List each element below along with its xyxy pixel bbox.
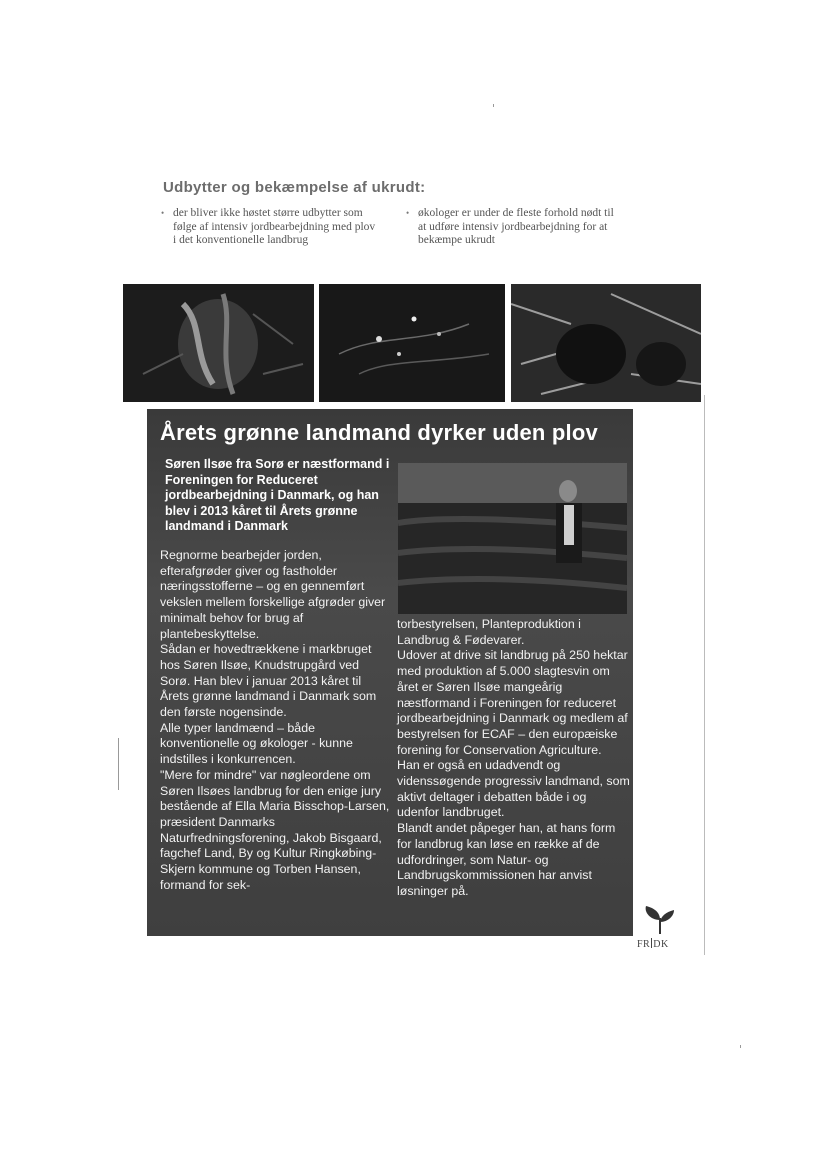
- scan-mark: [740, 1045, 741, 1048]
- section-heading: Udbytter og bekæmpelse af ukrudt:: [163, 179, 426, 196]
- scan-mark: [118, 738, 119, 790]
- paragraph: Blandt andet påpeger han, at hans form for landbrug kan løse en række af de udfordringer, som Natur- og Landbrugskommissionen har anvist løsninger på.: [397, 821, 616, 898]
- paragraph: Sådan er hovedtrækkene i markbruget hos Søren Ilsøe, Knudstrupgård ved Sorø. Han blev i januar 2013 kåret til Årets grønne landmand i Danmark som den første nogensinde.: [160, 642, 377, 720]
- logo-text-left: FR: [637, 939, 651, 950]
- paragraph: "Mere for mindre" var nøgleordene om Søren Ilsøes landbrug for den enige jury bestående af Ella Maria Bisschop-Larsen, præsident Danmarks Naturfredningsforening, Jakob Bisgaard, fagchef Land, By og Kultur Ringkøbing-Skjern kommune og Torben Hansen, formand for sek-: [160, 767, 390, 892]
- photo-farmer-in-field: [398, 463, 627, 614]
- paragraph: Regnorme bearbejder jorden, efterafgrøder giver og fastholder næringsstofferne – og en gennemført vekslen mellem forskellige afgrøder giver minimalt behov for brug af plantebeskyttelse.: [160, 548, 386, 641]
- logo-wordmark: [637, 938, 669, 950]
- article-lead: Søren Ilsøe fra Sorø er næstformand i Foreningen for Reduceret jordbearbejdning i Danmark, og han blev i 2013 kåret til Årets grønne landmand i Danmark: [165, 457, 390, 534]
- paragraph: Udover at drive sit landbrug på 250 hektar med produktion af 5.000 slagtesvin om året er Søren Ilsøe mangeårig næstformand i Foreningen for reduceret jordbearbejdning i Danmark og medlem af bestyrelsen for ECAF – den europæiske forening for Conservation Agriculture.: [397, 648, 628, 757]
- photo-earthworm-roots: [123, 284, 314, 402]
- photo-soil-straw: [511, 284, 701, 402]
- article-column-1: [160, 548, 392, 893]
- scan-mark: [493, 104, 494, 107]
- paragraph: Alle typer landmænd – både konventionelle og økologer - kunne indstilles i konkurrencen.: [160, 720, 353, 767]
- bullet-text: der bliver ikke høstet større udbytter som følge af intensiv jordbearbejdning med plov i det konventionelle landbrug: [173, 207, 376, 247]
- article-column-2: [397, 617, 630, 900]
- bullet-text: økologer er under de fleste forhold nødt til at udføre intensiv jordbearbejdning for at bekæmpe ukrudt: [418, 207, 614, 247]
- bullet-dot-icon: •: [406, 208, 410, 218]
- page-divider: [704, 395, 705, 955]
- bullet-dot-icon: •: [161, 208, 165, 218]
- photo-seedlings: [319, 284, 505, 402]
- logo-text-right: DK: [653, 939, 669, 950]
- paragraph: torbestyrelsen, Planteproduktion i Landbrug & Fødevarer.: [397, 617, 581, 647]
- article-title: Årets grønne landmand dyrker uden plov: [160, 420, 598, 445]
- bullet-item: [161, 207, 378, 248]
- paragraph: Han er også en udadvendt og videnssøgende progressiv landmand, som aktivt deltager i debatten både i og udenfor landbruget.: [397, 758, 630, 820]
- sprout-icon: [640, 904, 680, 936]
- bullet-item: [406, 207, 623, 248]
